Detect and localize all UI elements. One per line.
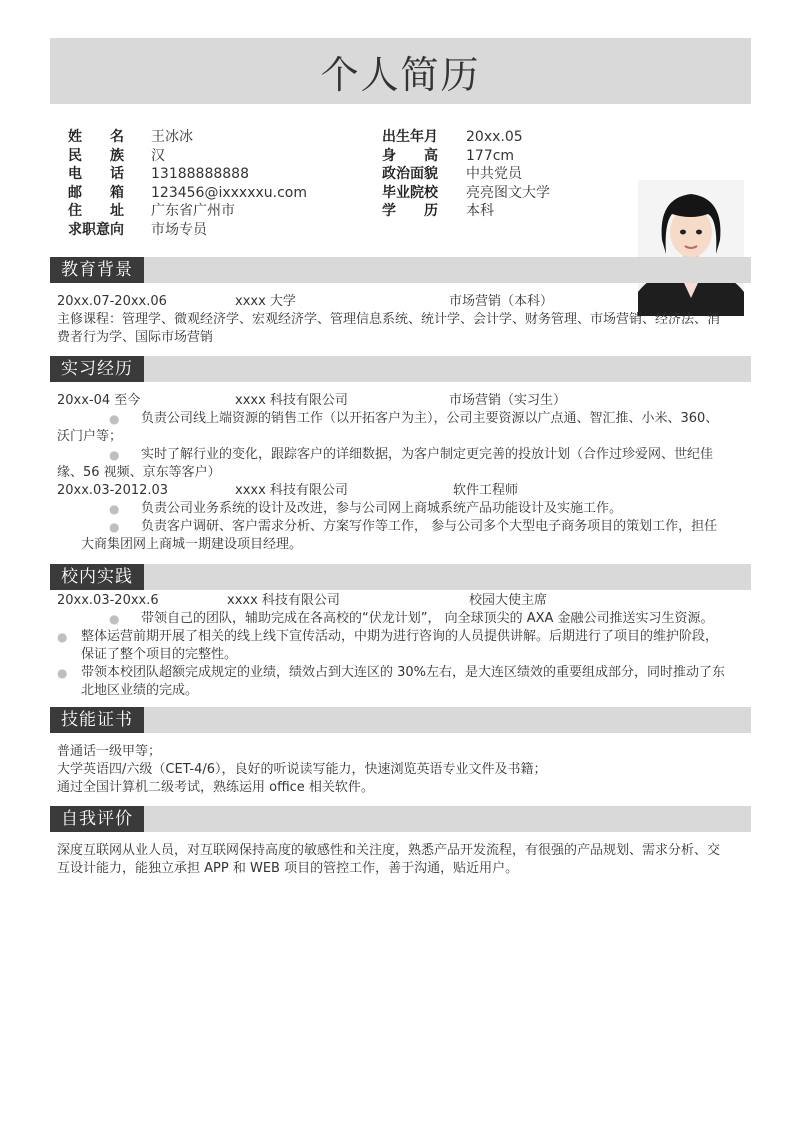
skills-content — [57, 743, 747, 797]
bullet-text: 负责客户调研、客户需求分析、方案写作等工作， 参与公司多个大型电子商务项目的策划工作，担任 — [141, 519, 718, 534]
job-entry — [57, 482, 747, 500]
basic-info-right — [382, 128, 550, 221]
bullet-text: 负责公司业务系统的设计及改进，参与公司网上商城系统产品功能设计及实施工作。 — [141, 501, 623, 516]
section-skills-header — [50, 707, 751, 733]
info-label: 政治面貌 — [382, 166, 438, 183]
education-major: 市场营销（本科） — [449, 294, 554, 309]
internship-content — [57, 392, 747, 554]
info-label: 邮箱 — [68, 184, 124, 201]
info-label: 住址 — [68, 203, 124, 220]
education-school: xxxx 大学 — [235, 294, 296, 309]
campus-role: 校园大使主席 — [469, 593, 548, 608]
info-row-address — [68, 202, 307, 221]
job-bullet-cont: 缘、56 视频、京东等客户） — [57, 465, 221, 480]
job-date: 20xx-04 至今 — [57, 393, 141, 408]
bullet-icon: ● — [109, 502, 120, 516]
info-value: 王冰冰 — [151, 129, 193, 145]
self-eval-line: 互设计能力，能独立承担 APP 和 WEB 项目的管控工作，善于沟通，贴近用户。 — [57, 861, 519, 876]
info-row-phone — [68, 165, 307, 184]
section-internship-header — [50, 356, 751, 382]
info-value: 177cm — [466, 147, 515, 164]
bullet-text: 负责公司线上端资源的销售工作（以开拓客户为主），公司主要资源以广点通、智汇推、小米、360、 — [141, 411, 719, 426]
basic-info-left — [68, 128, 307, 240]
info-row-height — [382, 147, 550, 166]
bullet-text: 带领本校团队超额完成规定的业绩，绩效占到大连区的 30%左右，是大连区绩效的重要组成部分，同时推动了东 — [81, 665, 726, 680]
info-value: 123456@ixxxxxu.com — [151, 184, 307, 201]
info-row-email — [68, 184, 307, 203]
bullet-text: 带领自己的团队，辅助完成在各高校的“伏龙计划”， 向全球顶尖的 AXA 金融公司推送实习生资源。 — [141, 611, 714, 626]
education-courses-line: 主修课程：管理学、微观经济学、宏观经济学、管理信息系统、统计学、会计学、财务管理、市场营销、经济法、消 — [57, 312, 721, 327]
section-title: 技能证书 — [50, 707, 144, 733]
job-bullet — [57, 518, 747, 536]
job-bullet — [57, 410, 747, 428]
campus-bullet — [57, 664, 747, 682]
education-courses-line: 费者行为学、国际市场营销 — [57, 330, 214, 345]
info-label: 电话 — [68, 166, 124, 183]
page-title: 个人简历 — [320, 52, 481, 97]
campus-content — [57, 592, 747, 700]
info-value: 20xx.05 — [466, 129, 523, 145]
info-value: 本科 — [466, 203, 494, 220]
info-label: 身高 — [382, 147, 438, 164]
info-row-name — [68, 128, 307, 147]
job-bullet — [57, 500, 747, 518]
skill-line: 普通话一级甲等； — [57, 744, 162, 759]
info-row-birth — [382, 128, 550, 147]
info-value: 亮亮图文大学 — [466, 184, 550, 201]
job-bullet — [57, 446, 747, 464]
bullet-icon: ● — [57, 666, 68, 680]
info-row-degree — [382, 202, 550, 221]
campus-bullet — [57, 628, 747, 646]
job-date: 20xx.03-2012.03 — [57, 483, 169, 498]
bullet-icon: ● — [109, 520, 120, 534]
job-role: 软件工程师 — [453, 483, 519, 498]
info-label: 出生年月 — [382, 129, 438, 145]
info-label: 姓名 — [68, 129, 124, 145]
campus-bullet-cont: 北地区业绩的完成。 — [81, 683, 199, 698]
info-label: 求职意向 — [68, 221, 124, 238]
info-row-objective — [68, 221, 307, 240]
self-eval-line: 深度互联网从业人员，对互联网保持高度的敏感性和关注度，熟悉产品开发流程，有很强的产品规划、需求分析、交 — [57, 843, 721, 858]
bullet-icon: ● — [109, 412, 120, 426]
job-company: xxxx 科技有限公司 — [235, 483, 348, 498]
section-self-eval-header — [50, 806, 751, 832]
job-entry — [57, 392, 747, 410]
info-row-school — [382, 184, 550, 203]
education-entry — [57, 293, 747, 311]
section-title: 教育背景 — [50, 257, 144, 283]
job-company: xxxx 科技有限公司 — [235, 393, 348, 408]
section-education-header — [50, 257, 751, 283]
campus-date: 20xx.03-20xx.6 — [57, 593, 159, 608]
campus-entry — [57, 592, 747, 610]
bullet-text: 整体运营前期开展了相关的线上线下宣传活动，中期为进行咨询的人员提供讲解。后期进行了项目的维护阶段， — [81, 629, 719, 644]
info-value: 市场专员 — [151, 221, 207, 238]
info-value: 汉 — [151, 147, 165, 164]
campus-bullet — [57, 610, 747, 628]
education-content — [57, 293, 747, 347]
section-title: 实习经历 — [50, 356, 144, 382]
info-row-political — [382, 165, 550, 184]
bullet-text: 实时了解行业的变化，跟踪客户的详细数据，为客户制定更完善的投放计划（合作过珍爱网、世纪佳 — [141, 447, 714, 462]
section-title: 自我评价 — [50, 806, 144, 832]
campus-bullet-cont: 保证了整个项目的完整性。 — [81, 647, 238, 662]
skill-line: 大学英语四/六级（CET-4/6），良好的听说读写能力，快速浏览英语专业文件及书籍； — [57, 762, 547, 777]
title-bar — [50, 38, 751, 104]
info-value: 广东省广州市 — [151, 203, 235, 220]
bullet-icon: ● — [109, 612, 120, 626]
info-label: 民族 — [68, 147, 124, 164]
job-role: 市场营销（实习生） — [449, 393, 567, 408]
bullet-icon: ● — [109, 448, 120, 462]
section-title: 校内实践 — [50, 564, 144, 590]
info-value: 中共党员 — [466, 166, 522, 183]
job-bullet-cont: 大商集团网上商城一期建设项目经理。 — [81, 537, 303, 552]
section-campus-header — [50, 564, 751, 590]
self-eval-content — [57, 842, 747, 878]
campus-company: xxxx 科技有限公司 — [227, 593, 340, 608]
info-label: 毕业院校 — [382, 184, 438, 201]
education-date: 20xx.07-20xx.06 — [57, 294, 167, 309]
info-label: 学历 — [382, 203, 438, 220]
info-value: 13188888888 — [151, 166, 249, 183]
skill-line: 通过全国计算机二级考试，熟练运用 office 相关软件。 — [57, 780, 374, 795]
bullet-icon: ● — [57, 630, 68, 644]
info-row-ethnicity — [68, 147, 307, 166]
job-bullet-cont: 沃门户等； — [57, 429, 123, 444]
